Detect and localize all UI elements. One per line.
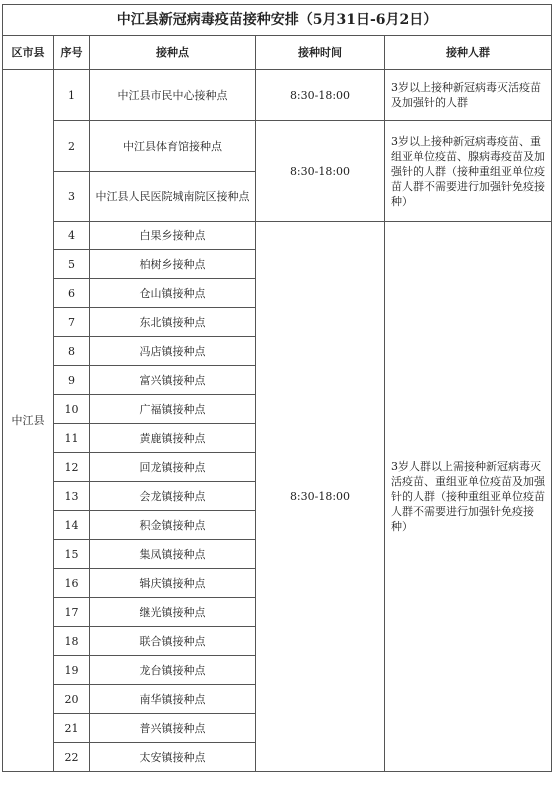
time-cell: 8:30-18:00 [256, 70, 385, 121]
seq-cell: 9 [54, 366, 90, 395]
site-cell: 联合镇接种点 [90, 627, 256, 656]
seq-cell: 10 [54, 395, 90, 424]
seq-cell: 11 [54, 424, 90, 453]
people-cell: 3岁以上接种新冠病毒疫苗、重组亚单位疫苗、腺病毒疫苗及加强针的人群（接种重组亚单位疫苗人群不需要进行加强针免疫接种） [385, 121, 552, 222]
site-cell: 回龙镇接种点 [90, 453, 256, 482]
site-cell: 积金镇接种点 [90, 511, 256, 540]
seq-cell: 21 [54, 714, 90, 743]
site-cell: 柏树乡接种点 [90, 250, 256, 279]
table-title: 中江县新冠病毒疫苗接种安排（5月31日-6月2日） [3, 5, 552, 36]
seq-cell: 2 [54, 121, 90, 172]
time-cell: 8:30-18:00 [256, 222, 385, 772]
site-cell: 继光镇接种点 [90, 598, 256, 627]
seq-cell: 4 [54, 222, 90, 250]
seq-cell: 12 [54, 453, 90, 482]
time-cell: 8:30-18:00 [256, 121, 385, 222]
site-cell: 中江县市民中心接种点 [90, 70, 256, 121]
county-cell: 中江县 [3, 70, 54, 772]
seq-cell: 16 [54, 569, 90, 598]
header-site: 接种点 [90, 36, 256, 70]
site-cell: 白果乡接种点 [90, 222, 256, 250]
seq-cell: 19 [54, 656, 90, 685]
header-time: 接种时间 [256, 36, 385, 70]
header-county: 区市县 [3, 36, 54, 70]
site-cell: 仓山镇接种点 [90, 279, 256, 308]
site-cell: 东北镇接种点 [90, 308, 256, 337]
table-title-row [3, 5, 552, 36]
header-people: 接种人群 [385, 36, 552, 70]
table-row [3, 70, 552, 121]
seq-cell: 6 [54, 279, 90, 308]
table-row [3, 121, 552, 172]
site-cell: 黄鹿镇接种点 [90, 424, 256, 453]
seq-cell: 1 [54, 70, 90, 121]
table-header-row [3, 36, 552, 70]
people-cell: 3岁人群以上需接种新冠病毒灭活疫苗、重组亚单位疫苗及加强针的人群（接种重组亚单位疫苗人群不需要进行加强针免疫接种） [385, 222, 552, 772]
people-cell: 3岁以上接种新冠病毒灭活疫苗及加强针的人群 [385, 70, 552, 121]
site-cell: 辑庆镇接种点 [90, 569, 256, 598]
seq-cell: 5 [54, 250, 90, 279]
site-cell: 冯店镇接种点 [90, 337, 256, 366]
seq-cell: 3 [54, 172, 90, 222]
table-row [3, 222, 552, 250]
seq-cell: 15 [54, 540, 90, 569]
seq-cell: 17 [54, 598, 90, 627]
header-seq: 序号 [54, 36, 90, 70]
site-cell: 富兴镇接种点 [90, 366, 256, 395]
site-cell: 广福镇接种点 [90, 395, 256, 424]
seq-cell: 22 [54, 743, 90, 772]
site-cell: 普兴镇接种点 [90, 714, 256, 743]
site-cell: 龙台镇接种点 [90, 656, 256, 685]
site-cell: 集凤镇接种点 [90, 540, 256, 569]
seq-cell: 7 [54, 308, 90, 337]
site-cell: 中江县人民医院城南院区接种点 [90, 172, 256, 222]
site-cell: 南华镇接种点 [90, 685, 256, 714]
seq-cell: 18 [54, 627, 90, 656]
seq-cell: 20 [54, 685, 90, 714]
seq-cell: 8 [54, 337, 90, 366]
site-cell: 太安镇接种点 [90, 743, 256, 772]
seq-cell: 13 [54, 482, 90, 511]
seq-cell: 14 [54, 511, 90, 540]
vaccination-schedule-table [2, 4, 552, 772]
site-cell: 中江县体育馆接种点 [90, 121, 256, 172]
site-cell: 会龙镇接种点 [90, 482, 256, 511]
